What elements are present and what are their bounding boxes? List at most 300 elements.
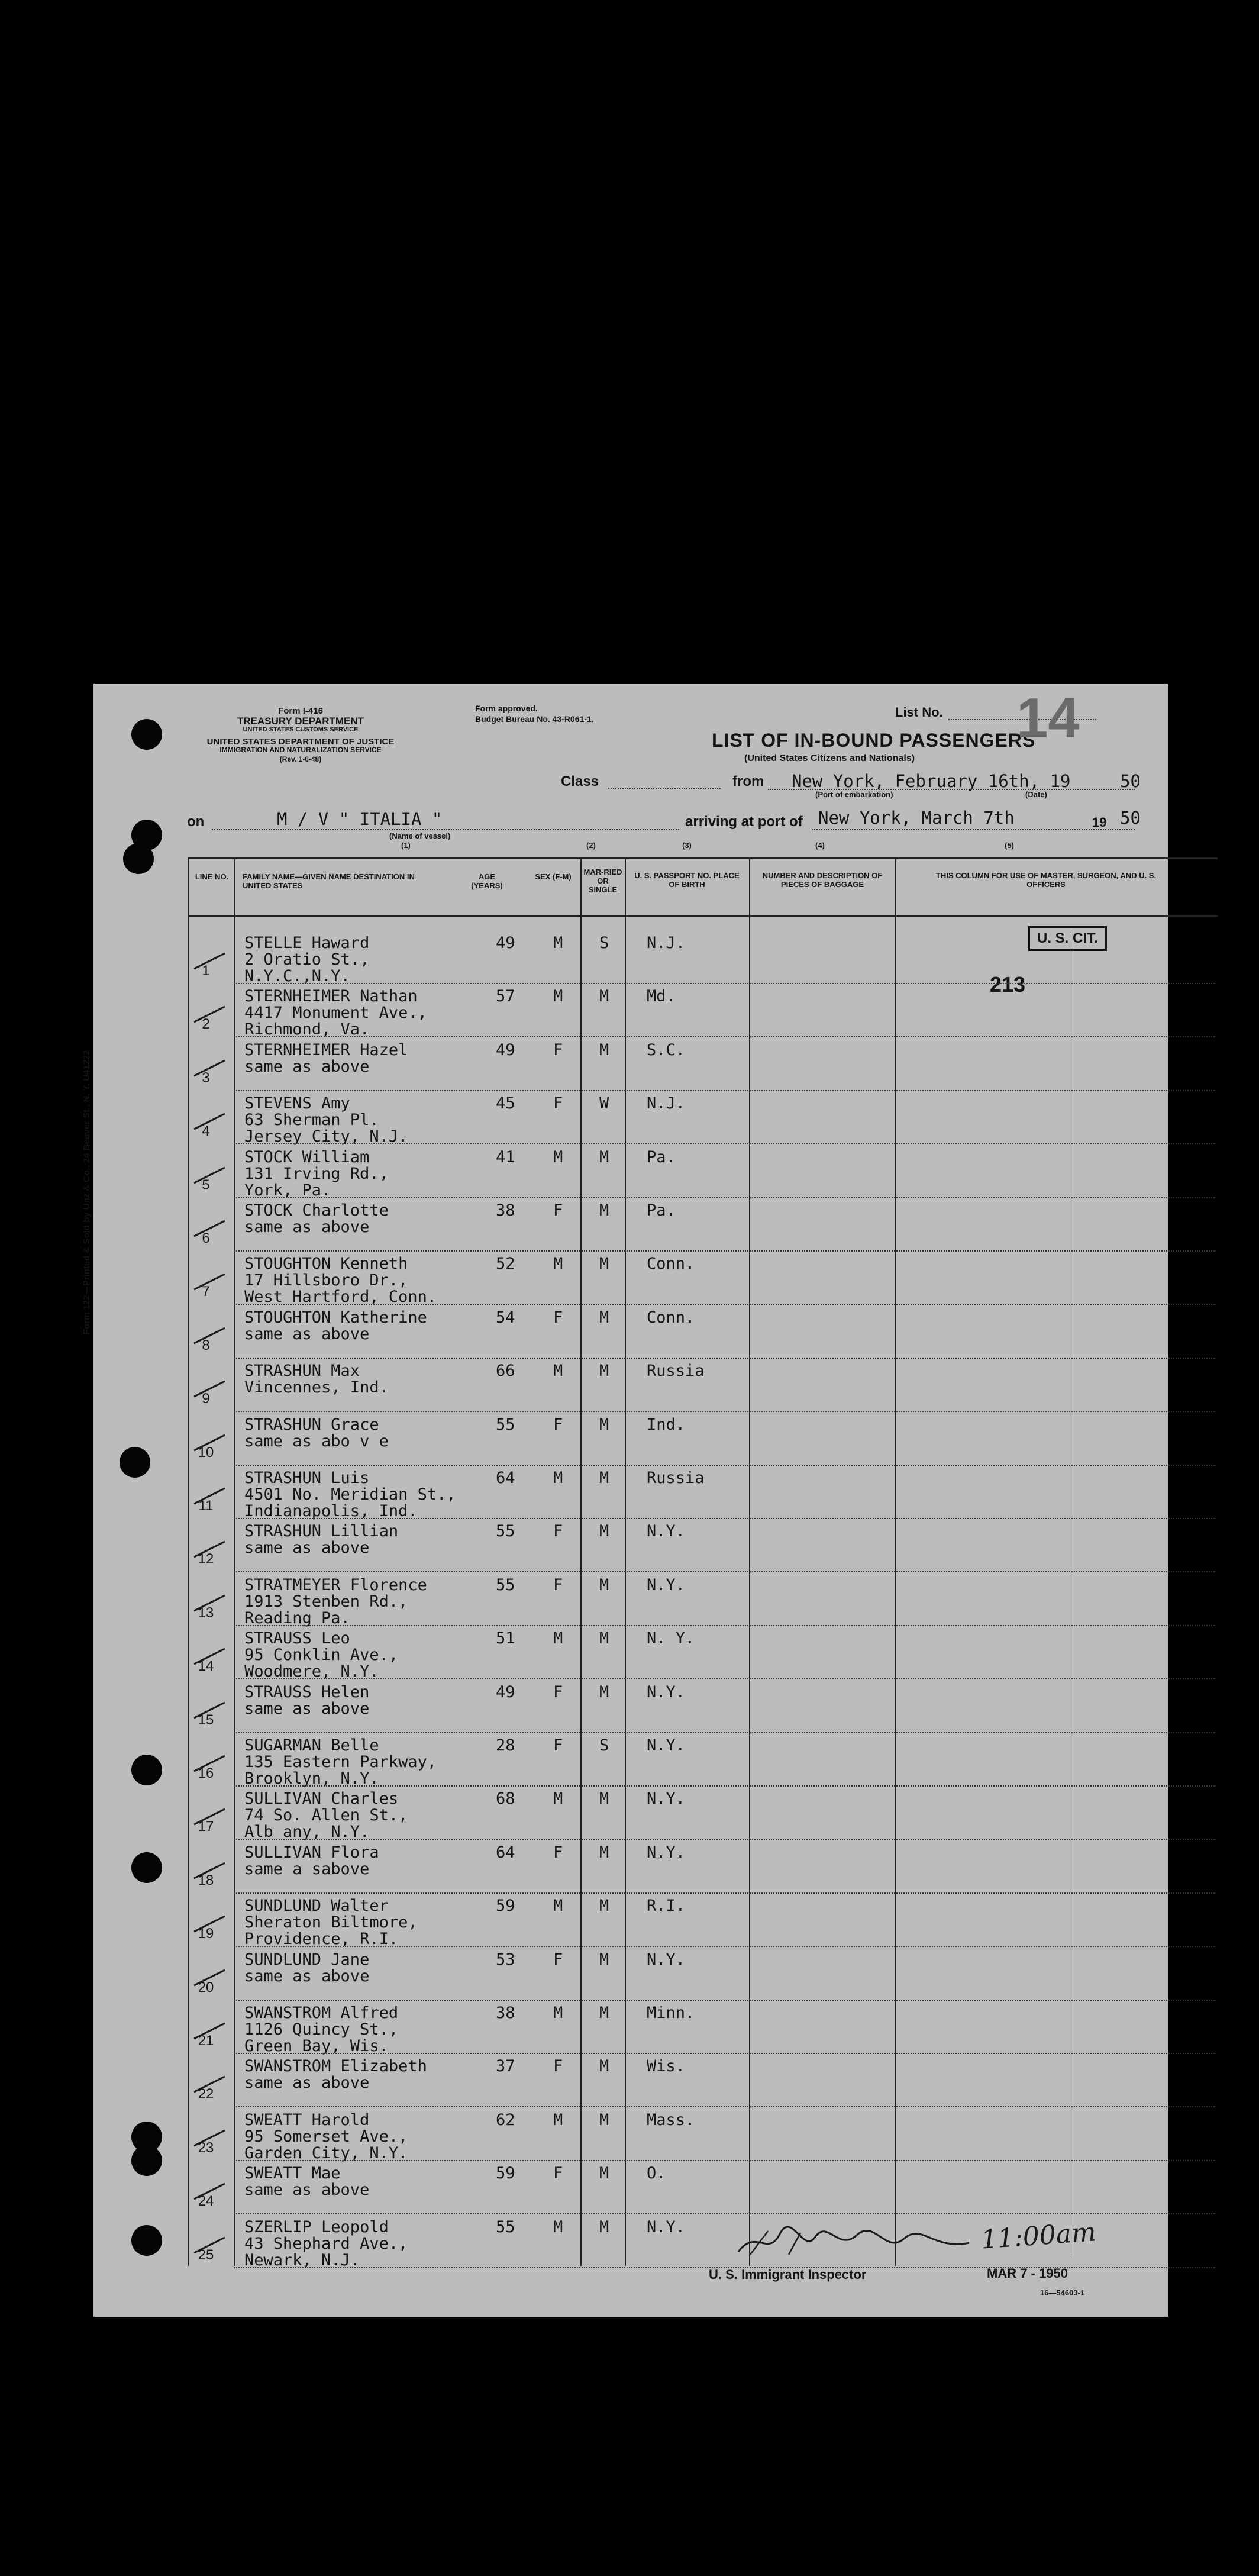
passenger-name: STRASHUN Grace bbox=[244, 1416, 379, 1434]
table-left-rule bbox=[188, 857, 189, 2266]
passenger-address: 74 So. Allen St., bbox=[244, 1806, 408, 1824]
passenger-age: 55 bbox=[496, 1522, 515, 1540]
passenger-age: 49 bbox=[496, 934, 515, 952]
line-number: 18 bbox=[198, 1872, 214, 1888]
check-mark-icon bbox=[193, 1700, 226, 1719]
place-of-birth: N.J. bbox=[647, 1094, 686, 1113]
passenger-age: 52 bbox=[496, 1255, 515, 1273]
col-header-baggage: NUMBER AND DESCRIPTION OF PIECES OF BAGGAGE bbox=[762, 871, 883, 889]
passenger-address: same as above bbox=[244, 2074, 370, 2092]
passenger-sex: F bbox=[553, 1950, 563, 1969]
place-of-birth: Russia bbox=[647, 1469, 705, 1487]
passenger-address: 95 Somerset Ave., bbox=[244, 2127, 408, 2146]
col-header-sex: SEX (F-M) bbox=[535, 872, 572, 881]
treasury-dept: TREASURY DEPARTMENT bbox=[237, 715, 364, 727]
passenger-address: same as above bbox=[244, 1325, 370, 1343]
line-number: 13 bbox=[198, 1605, 214, 1621]
passenger-name: SUNDLUND Walter bbox=[244, 1897, 389, 1915]
col-divider bbox=[625, 857, 626, 2266]
row-rule bbox=[234, 1839, 1216, 1840]
passenger-sex: M bbox=[553, 1897, 563, 1915]
us-citizen-stamp: U. S. CIT. bbox=[1028, 926, 1107, 951]
passenger-age: 37 bbox=[496, 2057, 515, 2075]
marital-status: M bbox=[599, 1255, 609, 1273]
check-mark-icon bbox=[193, 1753, 226, 1772]
passenger-sex: M bbox=[553, 1362, 563, 1380]
passenger-address: same as above bbox=[244, 1539, 370, 1557]
passenger-name: STERNHEIMER Nathan bbox=[244, 987, 418, 1005]
line-number: 24 bbox=[198, 2193, 214, 2209]
marital-status: M bbox=[599, 1576, 609, 1594]
passenger-age: 54 bbox=[496, 1308, 515, 1327]
marital-status: M bbox=[599, 1041, 609, 1059]
passenger-name: STOCK Charlotte bbox=[244, 1201, 389, 1220]
col-header-age: AGE (YEARS) bbox=[471, 872, 503, 890]
marital-status: M bbox=[599, 1683, 609, 1701]
passenger-name: SWANSTROM Elizabeth bbox=[244, 2057, 427, 2075]
place-of-birth: O. bbox=[647, 2164, 666, 2182]
passenger-name: STOCK William bbox=[244, 1148, 370, 1166]
budget-bureau: Budget Bureau No. 43-R061-1. bbox=[475, 714, 594, 724]
passenger-sex: M bbox=[553, 2004, 563, 2022]
inspector-label: U. S. Immigrant Inspector bbox=[709, 2267, 867, 2282]
check-mark-icon bbox=[193, 2021, 226, 2040]
line-number: 8 bbox=[202, 1337, 210, 1353]
col-num-5: (5) bbox=[1005, 841, 1014, 850]
manifest-sheet bbox=[82, 684, 1168, 2317]
passenger-name: SUGARMAN Belle bbox=[244, 1736, 379, 1755]
passenger-age: 55 bbox=[496, 1576, 515, 1594]
row-rule bbox=[234, 1090, 1216, 1091]
marital-status: M bbox=[599, 1629, 609, 1648]
punch-hole bbox=[131, 1852, 162, 1883]
passenger-address: West Hartford, Conn. bbox=[244, 1288, 437, 1306]
line-number: 7 bbox=[202, 1284, 210, 1300]
passenger-address: 17 Hillsboro Dr., bbox=[244, 1271, 408, 1289]
punch-hole bbox=[131, 719, 162, 750]
marital-status: M bbox=[599, 2004, 609, 2022]
row-rule bbox=[234, 1678, 1216, 1679]
passenger-name: SWEATT Harold bbox=[244, 2111, 370, 2129]
arrival-line bbox=[812, 829, 1135, 830]
passenger-name: SWEATT Mae bbox=[244, 2164, 341, 2182]
passenger-name: STRASHUN Luis bbox=[244, 1469, 370, 1487]
check-mark-icon bbox=[193, 2235, 226, 2254]
row-rule bbox=[234, 1625, 1216, 1626]
marital-status: M bbox=[599, 1950, 609, 1969]
passenger-age: 53 bbox=[496, 1950, 515, 1969]
place-of-birth: N.Y. bbox=[647, 1522, 686, 1540]
passenger-address: 1126 Quincy St., bbox=[244, 2020, 399, 2039]
passenger-address: 4417 Monument Ave., bbox=[244, 1004, 427, 1022]
marital-status: S bbox=[599, 934, 609, 952]
check-mark-icon bbox=[193, 1914, 226, 1933]
line-number: 16 bbox=[198, 1765, 214, 1781]
on-label: on bbox=[187, 814, 205, 830]
passenger-address: Alb any, N.Y. bbox=[244, 1823, 370, 1841]
line-number: 4 bbox=[202, 1123, 210, 1139]
passenger-address: same as above bbox=[244, 2181, 370, 2199]
passenger-address: Newark, N.J. bbox=[244, 2251, 360, 2269]
list-title: LIST OF IN-BOUND PASSENGERS bbox=[712, 730, 1036, 751]
line-number: 22 bbox=[198, 2086, 214, 2102]
row-rule bbox=[234, 2000, 1216, 2001]
table-header-rule bbox=[188, 915, 1218, 917]
row-rule bbox=[234, 1946, 1216, 1947]
place-of-birth: R.I. bbox=[647, 1897, 686, 1915]
punch-hole bbox=[131, 2225, 162, 2256]
class-label: Class bbox=[561, 773, 599, 789]
passenger-name: SULLIVAN Charles bbox=[244, 1790, 399, 1808]
passenger-address: 131 Irving Rd., bbox=[244, 1165, 389, 1183]
check-mark-icon bbox=[193, 1004, 226, 1023]
passenger-name: SZERLIP Leopold bbox=[244, 2218, 389, 2236]
list-no-label: List No. bbox=[895, 705, 943, 720]
passenger-age: 68 bbox=[496, 1790, 515, 1808]
passenger-address: Reading Pa. bbox=[244, 1609, 350, 1627]
passenger-sex: M bbox=[553, 2218, 563, 2236]
place-of-birth: Pa. bbox=[647, 1201, 676, 1220]
place-of-birth: S.C. bbox=[647, 1041, 686, 1059]
check-mark-icon bbox=[193, 1058, 226, 1077]
passenger-age: 49 bbox=[496, 1041, 515, 1059]
check-mark-icon bbox=[193, 1433, 226, 1452]
passenger-age: 64 bbox=[496, 1843, 515, 1862]
passenger-address: same as abo v e bbox=[244, 1432, 389, 1450]
check-mark-icon bbox=[193, 1218, 226, 1237]
row-rule bbox=[234, 1732, 1216, 1733]
passenger-age: 51 bbox=[496, 1629, 515, 1648]
passenger-sex: F bbox=[553, 1522, 563, 1540]
marital-status: S bbox=[599, 1736, 609, 1755]
vessel-name: M / V " ITALIA " bbox=[277, 809, 443, 829]
row-rule bbox=[234, 1304, 1216, 1305]
passenger-sex: F bbox=[553, 1308, 563, 1327]
check-mark-icon bbox=[193, 1165, 226, 1184]
passenger-sex: F bbox=[553, 1736, 563, 1755]
form-approved: Form approved. bbox=[475, 704, 538, 713]
line-number: 23 bbox=[198, 2140, 214, 2156]
passenger-name: STRATMEYER Florence bbox=[244, 1576, 427, 1594]
col-num-3: (3) bbox=[682, 841, 692, 850]
row-rule bbox=[234, 1571, 1216, 1572]
printer-imprint: Form 122—Printed & Sold by Unz & Co., 24 Beaver St., N. Y. U41222 bbox=[82, 1050, 92, 1334]
row-rule bbox=[234, 2160, 1216, 2161]
check-mark-icon bbox=[193, 1807, 226, 1826]
passenger-sex: M bbox=[553, 1790, 563, 1808]
passenger-address: 95 Conklin Ave., bbox=[244, 1646, 399, 1664]
line-number: 17 bbox=[198, 1819, 214, 1835]
place-of-birth: N.Y. bbox=[647, 1576, 686, 1594]
place-of-birth: N.Y. bbox=[647, 1843, 686, 1862]
check-mark-icon bbox=[193, 1539, 226, 1558]
row-rule bbox=[234, 1250, 1216, 1252]
marital-status: M bbox=[599, 987, 609, 1005]
passenger-address: Garden City, N.Y. bbox=[244, 2144, 408, 2162]
passenger-age: 57 bbox=[496, 987, 515, 1005]
place-of-birth: N.Y. bbox=[647, 1736, 686, 1755]
check-mark-icon bbox=[193, 951, 226, 970]
line-number: 1 bbox=[202, 963, 210, 979]
check-mark-icon bbox=[193, 1593, 226, 1612]
from-label: from bbox=[732, 773, 764, 789]
passenger-age: 38 bbox=[496, 2004, 515, 2022]
marital-status: W bbox=[599, 1094, 609, 1113]
passenger-address: Jersey City, N.J. bbox=[244, 1127, 408, 1146]
col-divider bbox=[749, 857, 750, 2266]
passenger-sex: F bbox=[553, 1416, 563, 1434]
form-number: Form I-416 bbox=[278, 706, 323, 716]
revision: (Rev. 1-6-48) bbox=[279, 755, 322, 763]
col-num-1: (1) bbox=[401, 841, 411, 850]
passenger-name: STEVENS Amy bbox=[244, 1094, 350, 1113]
row-rule bbox=[234, 1411, 1216, 1412]
check-mark-icon bbox=[193, 1272, 226, 1291]
passenger-name: STOUGHTON Katherine bbox=[244, 1308, 427, 1327]
list-number: 14 bbox=[1016, 686, 1080, 750]
vessel-line bbox=[212, 829, 679, 830]
passenger-name: SULLIVAN Flora bbox=[244, 1843, 379, 1862]
passenger-sex: F bbox=[553, 2057, 563, 2075]
inspector-signature bbox=[732, 2222, 981, 2264]
punch-hole bbox=[131, 1755, 162, 1785]
check-mark-icon bbox=[193, 1861, 226, 1879]
marital-status: M bbox=[599, 1308, 609, 1327]
passenger-age: 45 bbox=[496, 1094, 515, 1113]
punch-hole bbox=[120, 1447, 150, 1478]
passenger-sex: F bbox=[553, 1201, 563, 1220]
embark-year: 50 bbox=[1120, 771, 1141, 791]
passenger-address: 63 Sherman Pl. bbox=[244, 1111, 379, 1129]
place-of-birth: N.Y. bbox=[647, 2218, 686, 2236]
place-of-birth: N.Y. bbox=[647, 1790, 686, 1808]
line-number: 15 bbox=[198, 1712, 214, 1728]
check-mark-icon bbox=[193, 1379, 226, 1398]
row-rule bbox=[234, 1197, 1216, 1198]
col-divider bbox=[580, 857, 582, 2266]
check-mark-icon bbox=[193, 1968, 226, 1987]
passenger-address: 1913 Stenben Rd., bbox=[244, 1592, 408, 1611]
col-num-2: (2) bbox=[586, 841, 596, 850]
place-of-birth: Conn. bbox=[647, 1255, 695, 1273]
passenger-address: N.Y.C.,N.Y. bbox=[244, 967, 350, 985]
arriving-label: arriving at port of bbox=[685, 814, 803, 830]
place-of-birth: N.J. bbox=[647, 934, 686, 952]
line-number: 5 bbox=[202, 1177, 210, 1193]
marital-status: M bbox=[599, 2057, 609, 2075]
place-of-birth: N.Y. bbox=[647, 1683, 686, 1701]
passenger-name: SWANSTROM Alfred bbox=[244, 2004, 399, 2022]
check-mark-icon bbox=[193, 2128, 226, 2147]
place-of-birth: Mass. bbox=[647, 2111, 695, 2129]
passenger-sex: M bbox=[553, 1469, 563, 1487]
col-divider bbox=[234, 857, 235, 2266]
date-stamp: MAR 7 - 1950 bbox=[987, 2266, 1068, 2281]
place-of-birth: Russia bbox=[647, 1362, 705, 1380]
passenger-address: Providence, R.I. bbox=[244, 1930, 399, 1948]
col-header-name: FAMILY NAME—GIVEN NAME DESTINATION IN UNITED STATES bbox=[243, 872, 415, 890]
row-rule bbox=[234, 2106, 1216, 2107]
passenger-address: Indianapolis, Ind. bbox=[244, 1502, 418, 1520]
passenger-address: 2 Oratio St., bbox=[244, 950, 370, 969]
arrival-year: 50 bbox=[1120, 808, 1141, 828]
arrival-time: 11:00am bbox=[980, 2217, 1097, 2255]
line-number: 21 bbox=[198, 2033, 214, 2049]
marital-status: M bbox=[599, 1897, 609, 1915]
marital-status: M bbox=[599, 1469, 609, 1487]
place-of-birth: N.Y. bbox=[647, 1950, 686, 1969]
table-top-rule bbox=[188, 857, 1218, 859]
vessel-caption: (Name of vessel) bbox=[389, 831, 451, 840]
marital-status: M bbox=[599, 2218, 609, 2236]
row-rule bbox=[234, 2053, 1216, 2054]
line-number: 20 bbox=[198, 1979, 214, 1995]
marital-status: M bbox=[599, 1148, 609, 1166]
row-rule bbox=[234, 1036, 1216, 1037]
passenger-sex: M bbox=[553, 987, 563, 1005]
marital-status: M bbox=[599, 1843, 609, 1862]
marital-status: M bbox=[599, 2164, 609, 2182]
port-caption: (Port of embarkation) bbox=[815, 790, 893, 799]
punch-hole bbox=[123, 843, 154, 874]
passenger-name: STELLE Haward bbox=[244, 934, 370, 952]
passenger-age: 64 bbox=[496, 1469, 515, 1487]
passenger-age: 55 bbox=[496, 1416, 515, 1434]
passenger-address: same as above bbox=[244, 1700, 370, 1718]
row-rule bbox=[234, 983, 1216, 984]
passenger-age: 66 bbox=[496, 1362, 515, 1380]
passenger-address: same as above bbox=[244, 1218, 370, 1236]
col-header-married: MAR-RIED OR SINGLE bbox=[583, 868, 622, 894]
line-number: 14 bbox=[198, 1658, 214, 1674]
row-rule bbox=[234, 2213, 1216, 2214]
check-mark-icon bbox=[193, 1646, 226, 1665]
place-of-birth: N. Y. bbox=[647, 1629, 695, 1648]
col-num-4: (4) bbox=[815, 841, 825, 850]
passenger-age: 38 bbox=[496, 1201, 515, 1220]
passenger-name: STOUGHTON Kenneth bbox=[244, 1255, 408, 1273]
passenger-age: 49 bbox=[496, 1683, 515, 1701]
list-subtitle: (United States Citizens and Nationals) bbox=[744, 753, 915, 763]
row-rule bbox=[234, 1518, 1216, 1519]
port-of-embarkation: New York, February 16th, 19 bbox=[792, 771, 1071, 791]
passenger-address: 135 Eastern Parkway, bbox=[244, 1753, 437, 1771]
passenger-address: Green Bay, Wis. bbox=[244, 2037, 389, 2055]
line-number: 19 bbox=[198, 1926, 214, 1942]
check-mark-icon bbox=[193, 1326, 226, 1345]
passenger-address: Richmond, Va. bbox=[244, 1020, 370, 1039]
row-rule bbox=[234, 1892, 1216, 1894]
marital-status: M bbox=[599, 1790, 609, 1808]
line-number: 2 bbox=[202, 1016, 210, 1032]
passenger-address: 4501 No. Meridian St., bbox=[244, 1485, 456, 1504]
passenger-address: same a sabove bbox=[244, 1860, 370, 1878]
passenger-name: STRASHUN Lillian bbox=[244, 1522, 399, 1540]
line-number: 25 bbox=[198, 2247, 214, 2263]
passenger-address: Sheraton Biltmore, bbox=[244, 1913, 418, 1932]
marital-status: M bbox=[599, 1522, 609, 1540]
passenger-age: 62 bbox=[496, 2111, 515, 2129]
line-number: 10 bbox=[198, 1445, 214, 1461]
check-mark-icon bbox=[193, 1111, 226, 1130]
passenger-age: 28 bbox=[496, 1736, 515, 1755]
passenger-name: STRAUSS Helen bbox=[244, 1683, 370, 1701]
marital-status: M bbox=[599, 1416, 609, 1434]
passenger-sex: M bbox=[553, 2111, 563, 2129]
passenger-sex: M bbox=[553, 934, 563, 952]
col-header-passport: U. S. PASSPORT NO. PLACE OF BIRTH bbox=[634, 871, 740, 889]
col-header-line-no: LINE NO. bbox=[195, 872, 229, 881]
passenger-address: Woodmere, N.Y. bbox=[244, 1662, 379, 1681]
line-number: 3 bbox=[202, 1070, 210, 1086]
justice-dept: UNITED STATES DEPARTMENT OF JUSTICE bbox=[206, 737, 395, 747]
row-rule bbox=[234, 1143, 1216, 1144]
class-line bbox=[608, 788, 721, 789]
passenger-sex: F bbox=[553, 1843, 563, 1862]
passenger-address: Brooklyn, N.Y. bbox=[244, 1769, 379, 1788]
place-of-birth: Ind. bbox=[647, 1416, 686, 1434]
row-rule bbox=[234, 1358, 1216, 1359]
marital-status: M bbox=[599, 2111, 609, 2129]
marital-status: M bbox=[599, 1362, 609, 1380]
arrival-year-prefix: 19 bbox=[1092, 815, 1107, 830]
place-of-birth: Conn. bbox=[647, 1308, 695, 1327]
officer-number: 213 bbox=[990, 972, 1026, 997]
check-mark-icon bbox=[193, 2181, 226, 2200]
footer-code: 16—54603-1 bbox=[1040, 2288, 1085, 2297]
passenger-sex: M bbox=[553, 1629, 563, 1648]
passenger-address: York, Pa. bbox=[244, 1181, 331, 1200]
passenger-age: 59 bbox=[496, 1897, 515, 1915]
row-rule bbox=[234, 1465, 1216, 1466]
passenger-address: same as above bbox=[244, 1967, 370, 1985]
passenger-sex: F bbox=[553, 1041, 563, 1059]
row-rule bbox=[234, 1785, 1216, 1787]
passenger-sex: F bbox=[553, 1683, 563, 1701]
passenger-sex: M bbox=[553, 1148, 563, 1166]
passenger-name: STERNHEIMER Hazel bbox=[244, 1041, 408, 1059]
place-of-birth: Md. bbox=[647, 987, 676, 1005]
line-number: 11 bbox=[198, 1498, 214, 1514]
passenger-address: same as above bbox=[244, 1058, 370, 1076]
check-mark-icon bbox=[193, 1486, 226, 1505]
line-number: 6 bbox=[202, 1230, 210, 1246]
passenger-age: 41 bbox=[496, 1148, 515, 1166]
passenger-address: 43 Shephard Ave., bbox=[244, 2235, 408, 2253]
place-of-birth: Minn. bbox=[647, 2004, 695, 2022]
check-mark-icon bbox=[193, 2074, 226, 2093]
passenger-sex: M bbox=[553, 1255, 563, 1273]
passenger-sex: F bbox=[553, 2164, 563, 2182]
ins-service: IMMIGRATION AND NATURALIZATION SERVICE bbox=[219, 746, 382, 754]
passenger-address: Vincennes, Ind. bbox=[244, 1378, 389, 1397]
marital-status: M bbox=[599, 1201, 609, 1220]
punch-hole bbox=[131, 2145, 162, 2176]
passenger-sex: F bbox=[553, 1576, 563, 1594]
place-of-birth: Wis. bbox=[647, 2057, 686, 2075]
customs-service: UNITED STATES CUSTOMS SERVICE bbox=[243, 726, 359, 733]
passenger-name: SUNDLUND Jane bbox=[244, 1950, 370, 1969]
date-caption: (Date) bbox=[1025, 790, 1047, 799]
passenger-sex: F bbox=[553, 1094, 563, 1113]
line-number: 9 bbox=[202, 1391, 210, 1407]
passenger-name: STRAUSS Leo bbox=[244, 1629, 350, 1648]
passenger-age: 55 bbox=[496, 2218, 515, 2236]
col-header-officers: THIS COLUMN FOR USE OF MASTER, SURGEON, AND U. S. OFFICERS bbox=[935, 871, 1157, 889]
passenger-name: STRASHUN Max bbox=[244, 1362, 360, 1380]
arrival-port-date: New York, March 7th bbox=[818, 808, 1015, 828]
line-number: 12 bbox=[198, 1551, 214, 1567]
